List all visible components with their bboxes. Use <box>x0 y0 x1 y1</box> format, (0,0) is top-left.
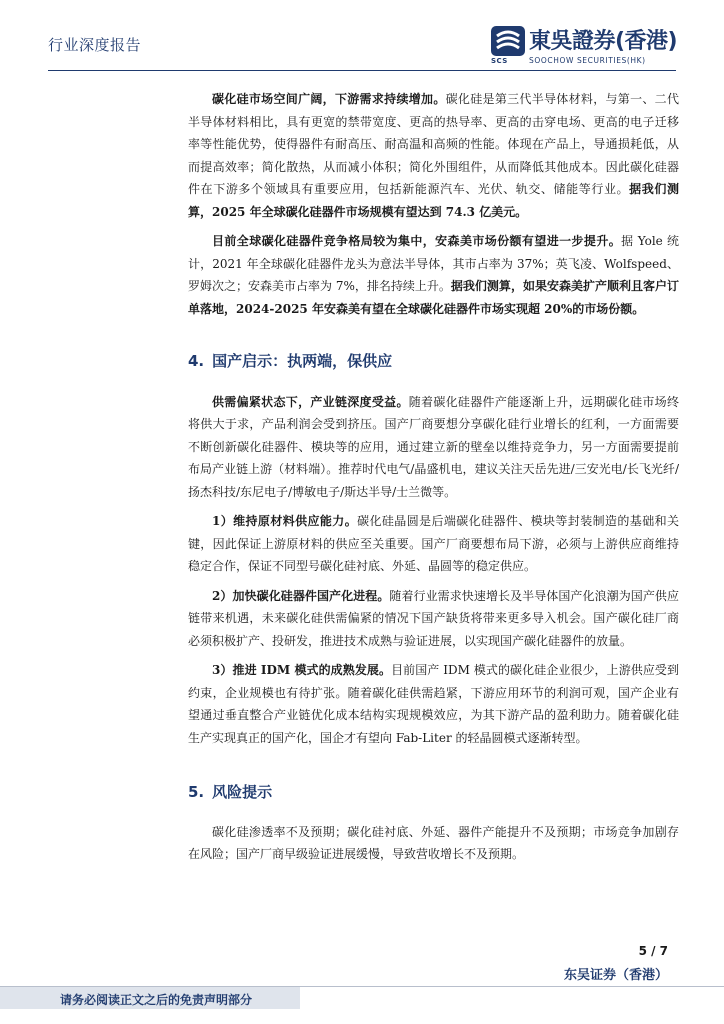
section-4-heading <box>188 350 679 373</box>
paragraph-localization <box>188 585 679 653</box>
company-logo <box>491 24 681 68</box>
paragraph-body: 据 Yole 统计，2021 年全球碳化硅器件龙头为意法半导体，其市占率为 37%；英飞凌、Wolfspeed、罗姆次之；安森美市占率为 7%，排名持续上升。 <box>188 234 679 293</box>
paragraph-body: 碳化硅是第三代半导体材料，与第一、二代半导体材料相比，具有更宽的禁带宽度、更高的热导率、更高的击穿电场、更高的电子迁移率等性能优势，使得器件有耐高压、耐高温和高频的性能。体现在产品上，导通损耗低，从而提高效率；简化散热，从而减小体积；简化外围组件，从而降低其他成本。因此碳化硅器件在下游多个领域具有重要应用，包括新能源汽车、光伏、轨交、储能等行业。 <box>188 92 679 196</box>
paragraph-lead: 1）维持原材料供应能力。 <box>212 514 358 528</box>
section-title: 国产启示：执两端，保供应 <box>212 352 393 370</box>
logo-name: 東吳證券(香港) <box>529 29 678 54</box>
paragraph-competition <box>188 230 679 320</box>
logo-mark-icon <box>491 26 525 56</box>
paragraph-market-space <box>188 88 679 223</box>
logo-mark-text: SCS <box>491 57 508 65</box>
header-divider <box>48 70 676 71</box>
paragraph-risk: 碳化硅渗透率不及预期；碳化硅衬底、外延、器件产能提升不及预期；市场竞争加剧存在风险；国产厂商早级验证进展缓慢，导致营收增长不及预期。 <box>188 824 679 861</box>
paragraph-conclusion: 据我们测算，2025 年全球碳化硅器件市场规模有望达到 74.3 亿美元。 <box>188 182 679 219</box>
section-number: 5. <box>188 783 205 801</box>
paragraph-body: 碳化硅晶圆是后端碳化硅器件、模块等封装制造的基础和关键，因此保证上游原材料的供应至关重要。国产厂商要想布局下游，必须与上游供应商维持稳定合作，保证不同型号碳化硅衬底、外延、晶圆等的稳定供应。 <box>188 514 679 573</box>
paragraph-lead: 2）加快碳化硅器件国产化进程。 <box>212 588 390 603</box>
paragraph-body: 随着行业需求快速增长及半导体国产化浪潮为国产供应链带来机遇，未来碳化硅供需偏紧的情况下国产缺货将带来更多导入机会。国产碳化硅厂商必须积极扩产、投研发，推进技术成熟与验证进展，以实现国产碳化硅器件的放量。 <box>188 588 679 648</box>
report-body <box>188 84 679 866</box>
section-number: 4. <box>188 352 205 370</box>
logo-english-name: SOOCHOW SECURITIES(HK) <box>529 56 646 65</box>
paragraph-lead: 供需偏紧状态下，产业链深度受益。 <box>212 394 409 409</box>
paragraph-supply-demand <box>188 391 679 504</box>
paragraph-lead: 3）推进 IDM 模式的成熟发展。 <box>212 663 392 677</box>
paragraph-idm <box>188 659 679 749</box>
paragraph-lead: 目前全球碳化硅器件竞争格局较为集中，安森美市场份额有望进一步提升。 <box>212 234 622 248</box>
disclaimer-text: 请务必阅读正文之后的免责声明部分 <box>60 993 253 1007</box>
footer-brand: 东吴证券（香港） <box>563 968 668 983</box>
paragraph-body: 目前国产 IDM 模式的碳化硅企业很少，上游供应受到约束，企业规模也有待扩张。随着碳化硅供需趋紧，下游应用环节的利润可观，国产企业有望通过垂直整合产业链优化成本结构实现规模效应，为其下游产品的盈利助力。随着碳化硅生产实现真正的国产化，国企才有望向 Fab-Liter 的轻晶圆模式逐渐转型。 <box>188 663 679 745</box>
section-5-heading <box>188 781 679 804</box>
paragraph-body: 随着碳化硅器件产能逐渐上升，远期碳化硅市场终将供大于求，产品利润会受到挤压。国产厂商要想分享碳化硅行业增长的红利，一方面需要不断创新碳化硅器件、模块等的应用，通过建立新的壁垒以维持竞争力，另一方面需要提前布局产业链上游（材料端）。推荐时代电气/晶盛机电，建议关注天岳先进/三安光电/长飞光纤/扬杰科技/东尼电子/博敏电子/斯达半导/士兰微等。 <box>188 394 679 499</box>
paragraph-raw-material <box>188 510 679 578</box>
page-number: 5 / 7 <box>638 944 668 958</box>
paragraph-lead: 碳化硅市场空间广阔，下游需求持续增加。 <box>212 92 446 106</box>
paragraph-conclusion: 据我们测算，如果安森美扩产顺利且客户订单落地，2024-2025 年安森美有望在全球碳化硅器件市场实现超 20%的市场份额。 <box>188 279 679 316</box>
report-type-title: 行业深度报告 <box>48 36 142 54</box>
section-title: 风险提示 <box>212 783 273 801</box>
